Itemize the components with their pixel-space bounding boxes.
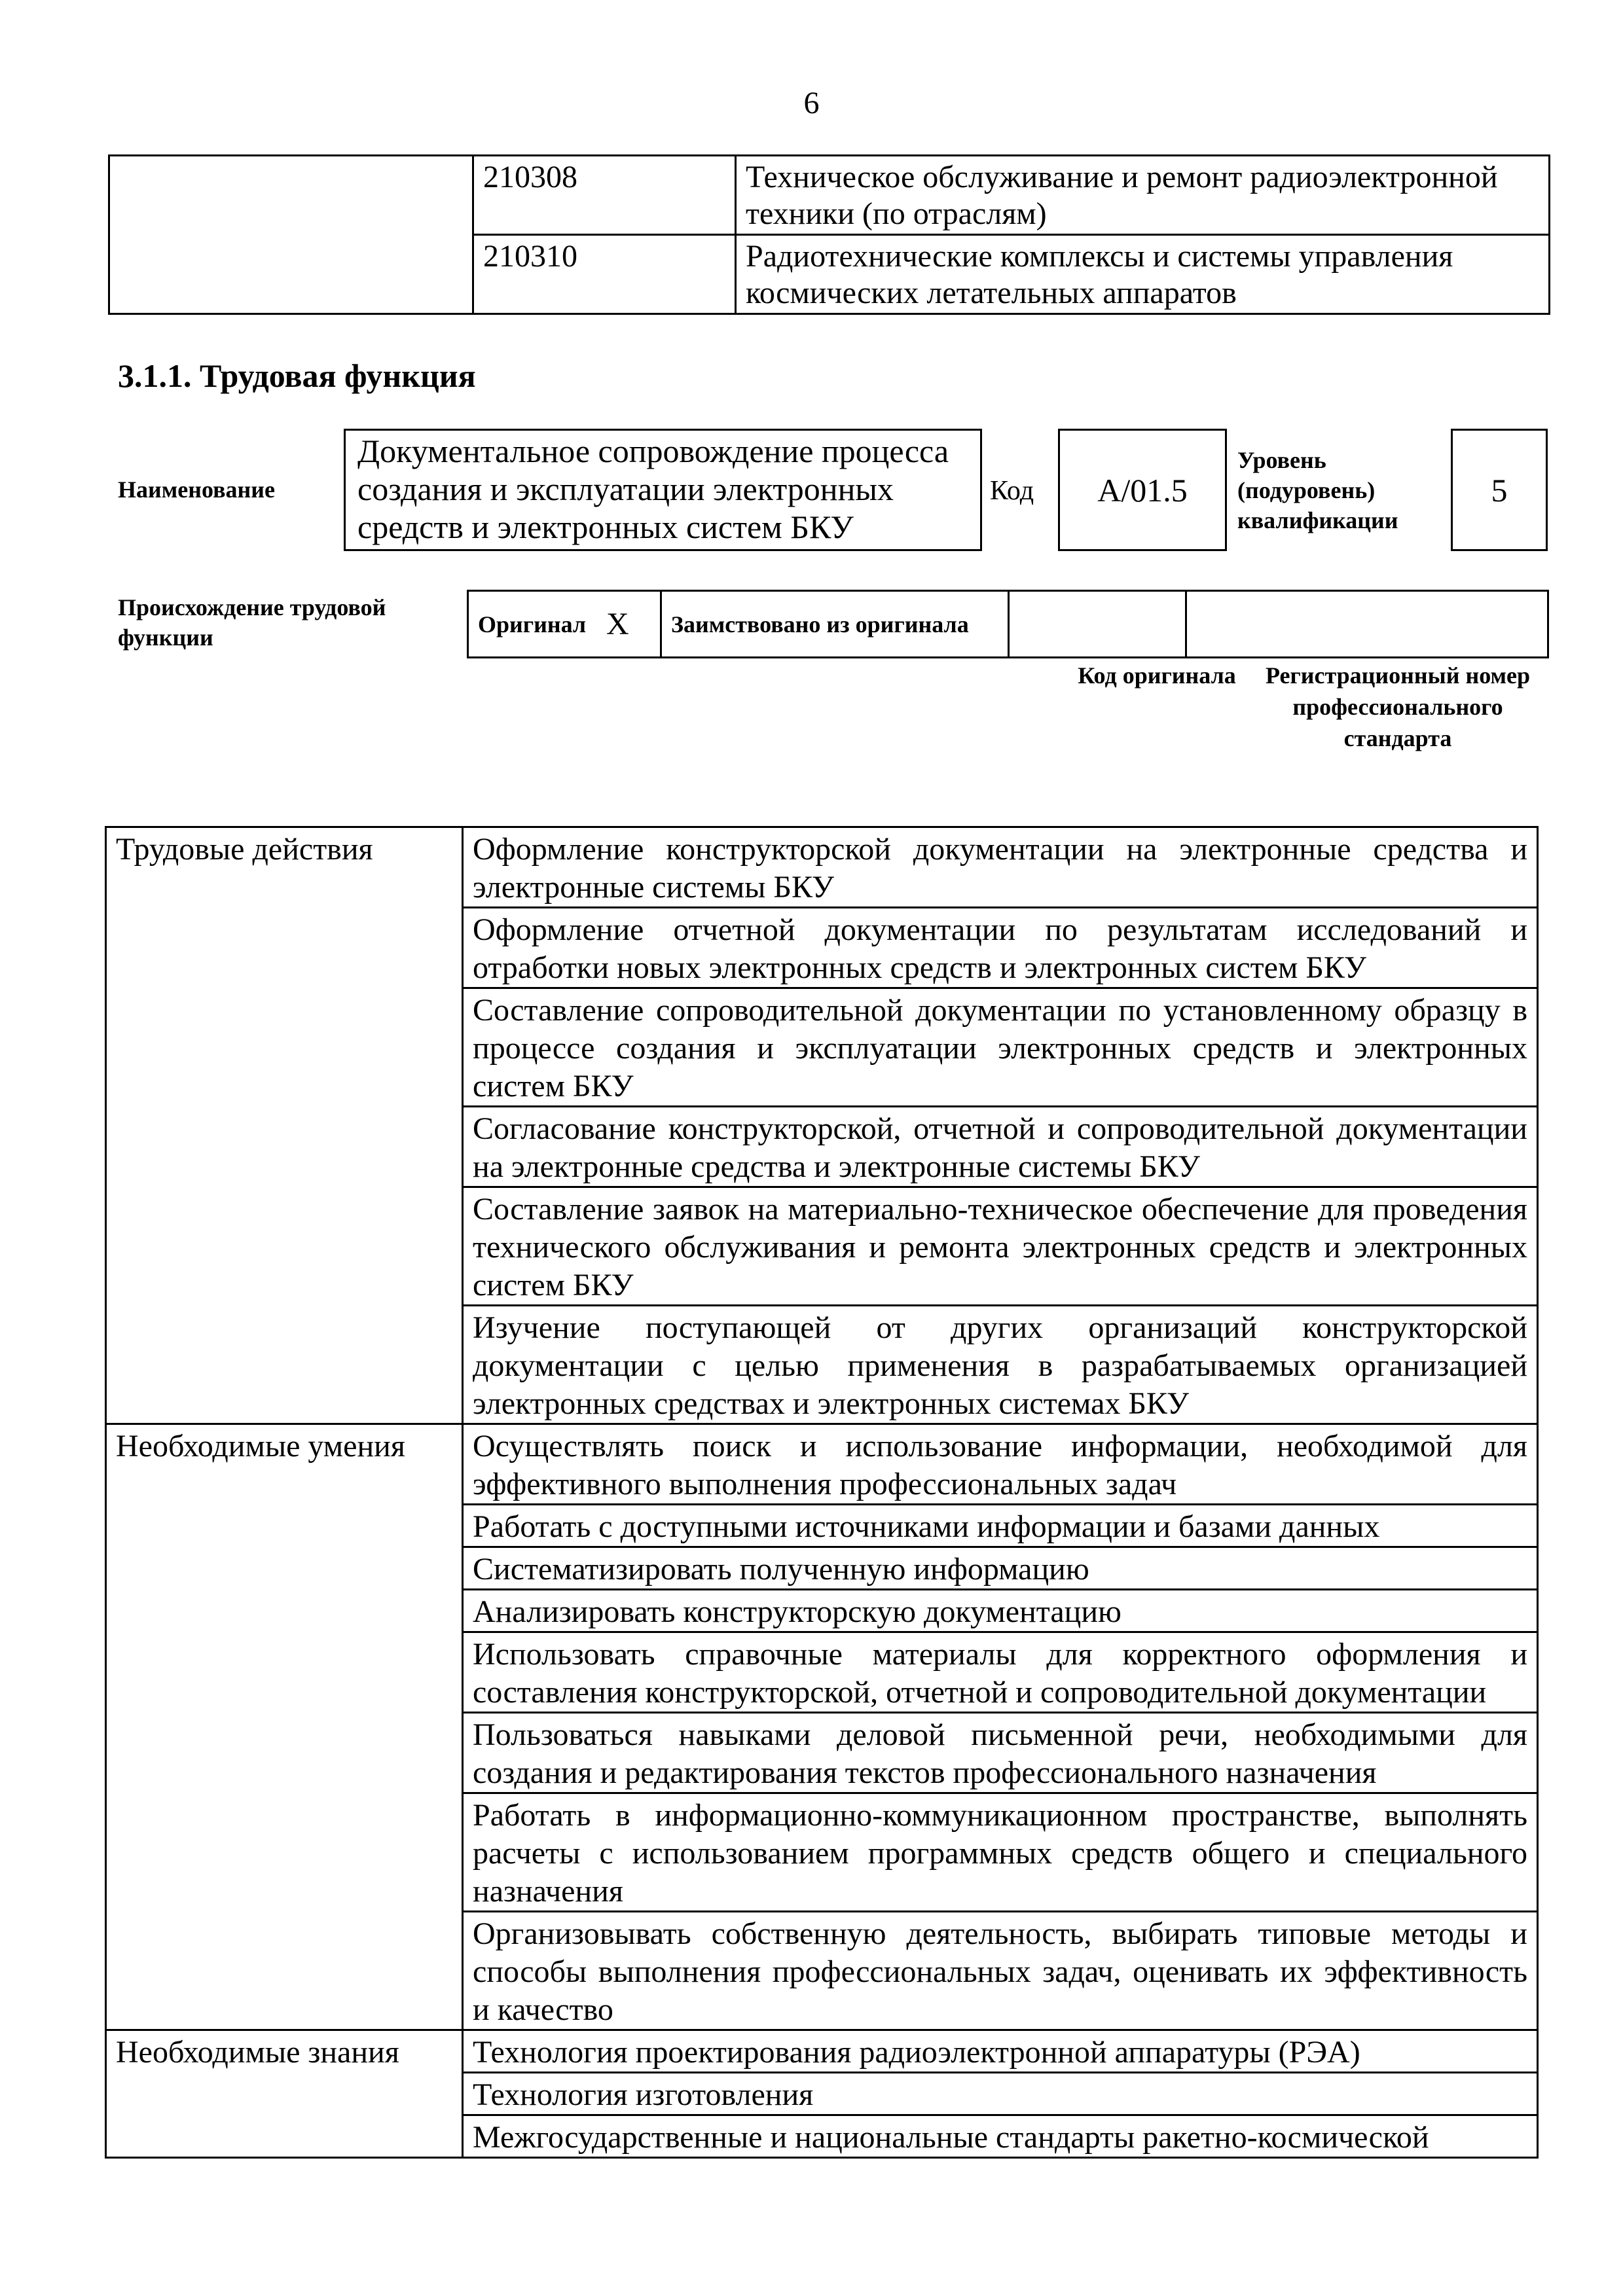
list-item: Согласование конструкторской, отчетной и сопроводительной документации на электронные средства и электронные системы БКУ — [463, 1107, 1538, 1187]
page-number: 6 — [803, 86, 820, 120]
code-original-label: Код оригинала — [1078, 662, 1236, 689]
table-row — [106, 827, 1538, 908]
list-item: Пользоваться навыками деловой письменной речи, необходимыми для создания и редактирования текстов профессионального назначения — [463, 1713, 1538, 1793]
list-item: Систематизировать полученную информацию — [463, 1547, 1538, 1590]
list-item: Работать с доступными источниками информации и базами данных — [463, 1505, 1538, 1547]
list-item: Осуществлять поиск и использование информации, необходимой для эффективного выполнения профессиональных задач — [463, 1424, 1538, 1505]
level-value: 5 — [1451, 429, 1548, 551]
category-cell: Необходимые умения — [106, 1424, 463, 2030]
category-cell: Трудовые действия — [106, 827, 463, 1424]
code-label: Код — [990, 476, 1034, 506]
category-cell: Необходимые знания — [106, 2030, 463, 2158]
list-item: Изучение поступающей от других организаций конструкторской документации с целью применения в разрабатываемых организацией электронных средствах и электронных системах БКУ — [463, 1306, 1538, 1424]
list-item: Составление заявок на материально-техническое обеспечение для проведения технического обслуживания и ремонта электронных средств и электронных систем БКУ — [463, 1187, 1538, 1306]
list-item: Технология изготовления — [463, 2073, 1538, 2115]
competency-table — [105, 826, 1539, 2159]
function-code: А/01.5 — [1058, 429, 1227, 551]
list-item: Составление сопроводительной документации по установленному образцу в процессе создания и эксплуатации электронных средств и электронных систем БКУ — [463, 988, 1538, 1107]
specialty-table — [108, 154, 1550, 315]
name-label: Наименование — [118, 476, 275, 503]
borrowed-label: Заимствовано из оригинала — [661, 591, 1009, 658]
empty-cell — [109, 156, 473, 314]
specialty-code: 210308 — [473, 156, 736, 235]
specialty-name: Радиотехнические комплексы и системы управления космических летательных аппаратов — [736, 235, 1550, 314]
list-item: Межгосударственные и национальные стандарты ракетно-космической — [463, 2115, 1538, 2158]
table-row — [106, 2030, 1538, 2073]
function-name: Документальное сопровождение процесса создания и эксплуатации электронных средств и электронных систем БКУ — [344, 429, 982, 551]
specialty-name: Техническое обслуживание и ремонт радиоэлектронной техники (по отраслям) — [736, 156, 1550, 235]
reg-number-cell — [1186, 591, 1548, 658]
table-row — [109, 156, 1550, 235]
specialty-code: 210310 — [473, 235, 736, 314]
origin-label: Происхождение трудовой функции — [118, 594, 386, 651]
origin-table — [467, 590, 1549, 658]
list-item: Использовать справочные материалы для корректного оформления и составления конструкторской, отчетной и сопроводительной документации — [463, 1632, 1538, 1713]
list-item: Анализировать конструкторскую документацию — [463, 1590, 1538, 1632]
original-mark: Х — [597, 591, 661, 658]
reg-number-label: Регистрационный номер профессионального стандарта — [1265, 662, 1531, 751]
list-item: Организовывать собственную деятельность, выбирать типовые методы и способы выполнения профессиональных задач, оценивать их эффективность и качество — [463, 1912, 1538, 2030]
code-original-cell — [1009, 591, 1186, 658]
list-item: Оформление конструкторской документации на электронные средства и электронные системы БКУ — [463, 827, 1538, 908]
level-label: Уровень (подуровень) квалификации — [1237, 447, 1398, 533]
original-label: Оригинал — [468, 591, 598, 658]
section-title: 3.1.1. Трудовая функция — [118, 357, 476, 394]
list-item: Работать в информационно-коммуникационном пространстве, выполнять расчеты с использованием программных средств общего и специального назначения — [463, 1793, 1538, 1912]
table-row — [106, 1424, 1538, 1505]
list-item: Технология проектирования радиоэлектронной аппаратуры (РЭА) — [463, 2030, 1538, 2073]
table-row — [468, 591, 1548, 658]
list-item: Оформление отчетной документации по результатам исследований и отработки новых электронных средств и электронных систем БКУ — [463, 908, 1538, 988]
